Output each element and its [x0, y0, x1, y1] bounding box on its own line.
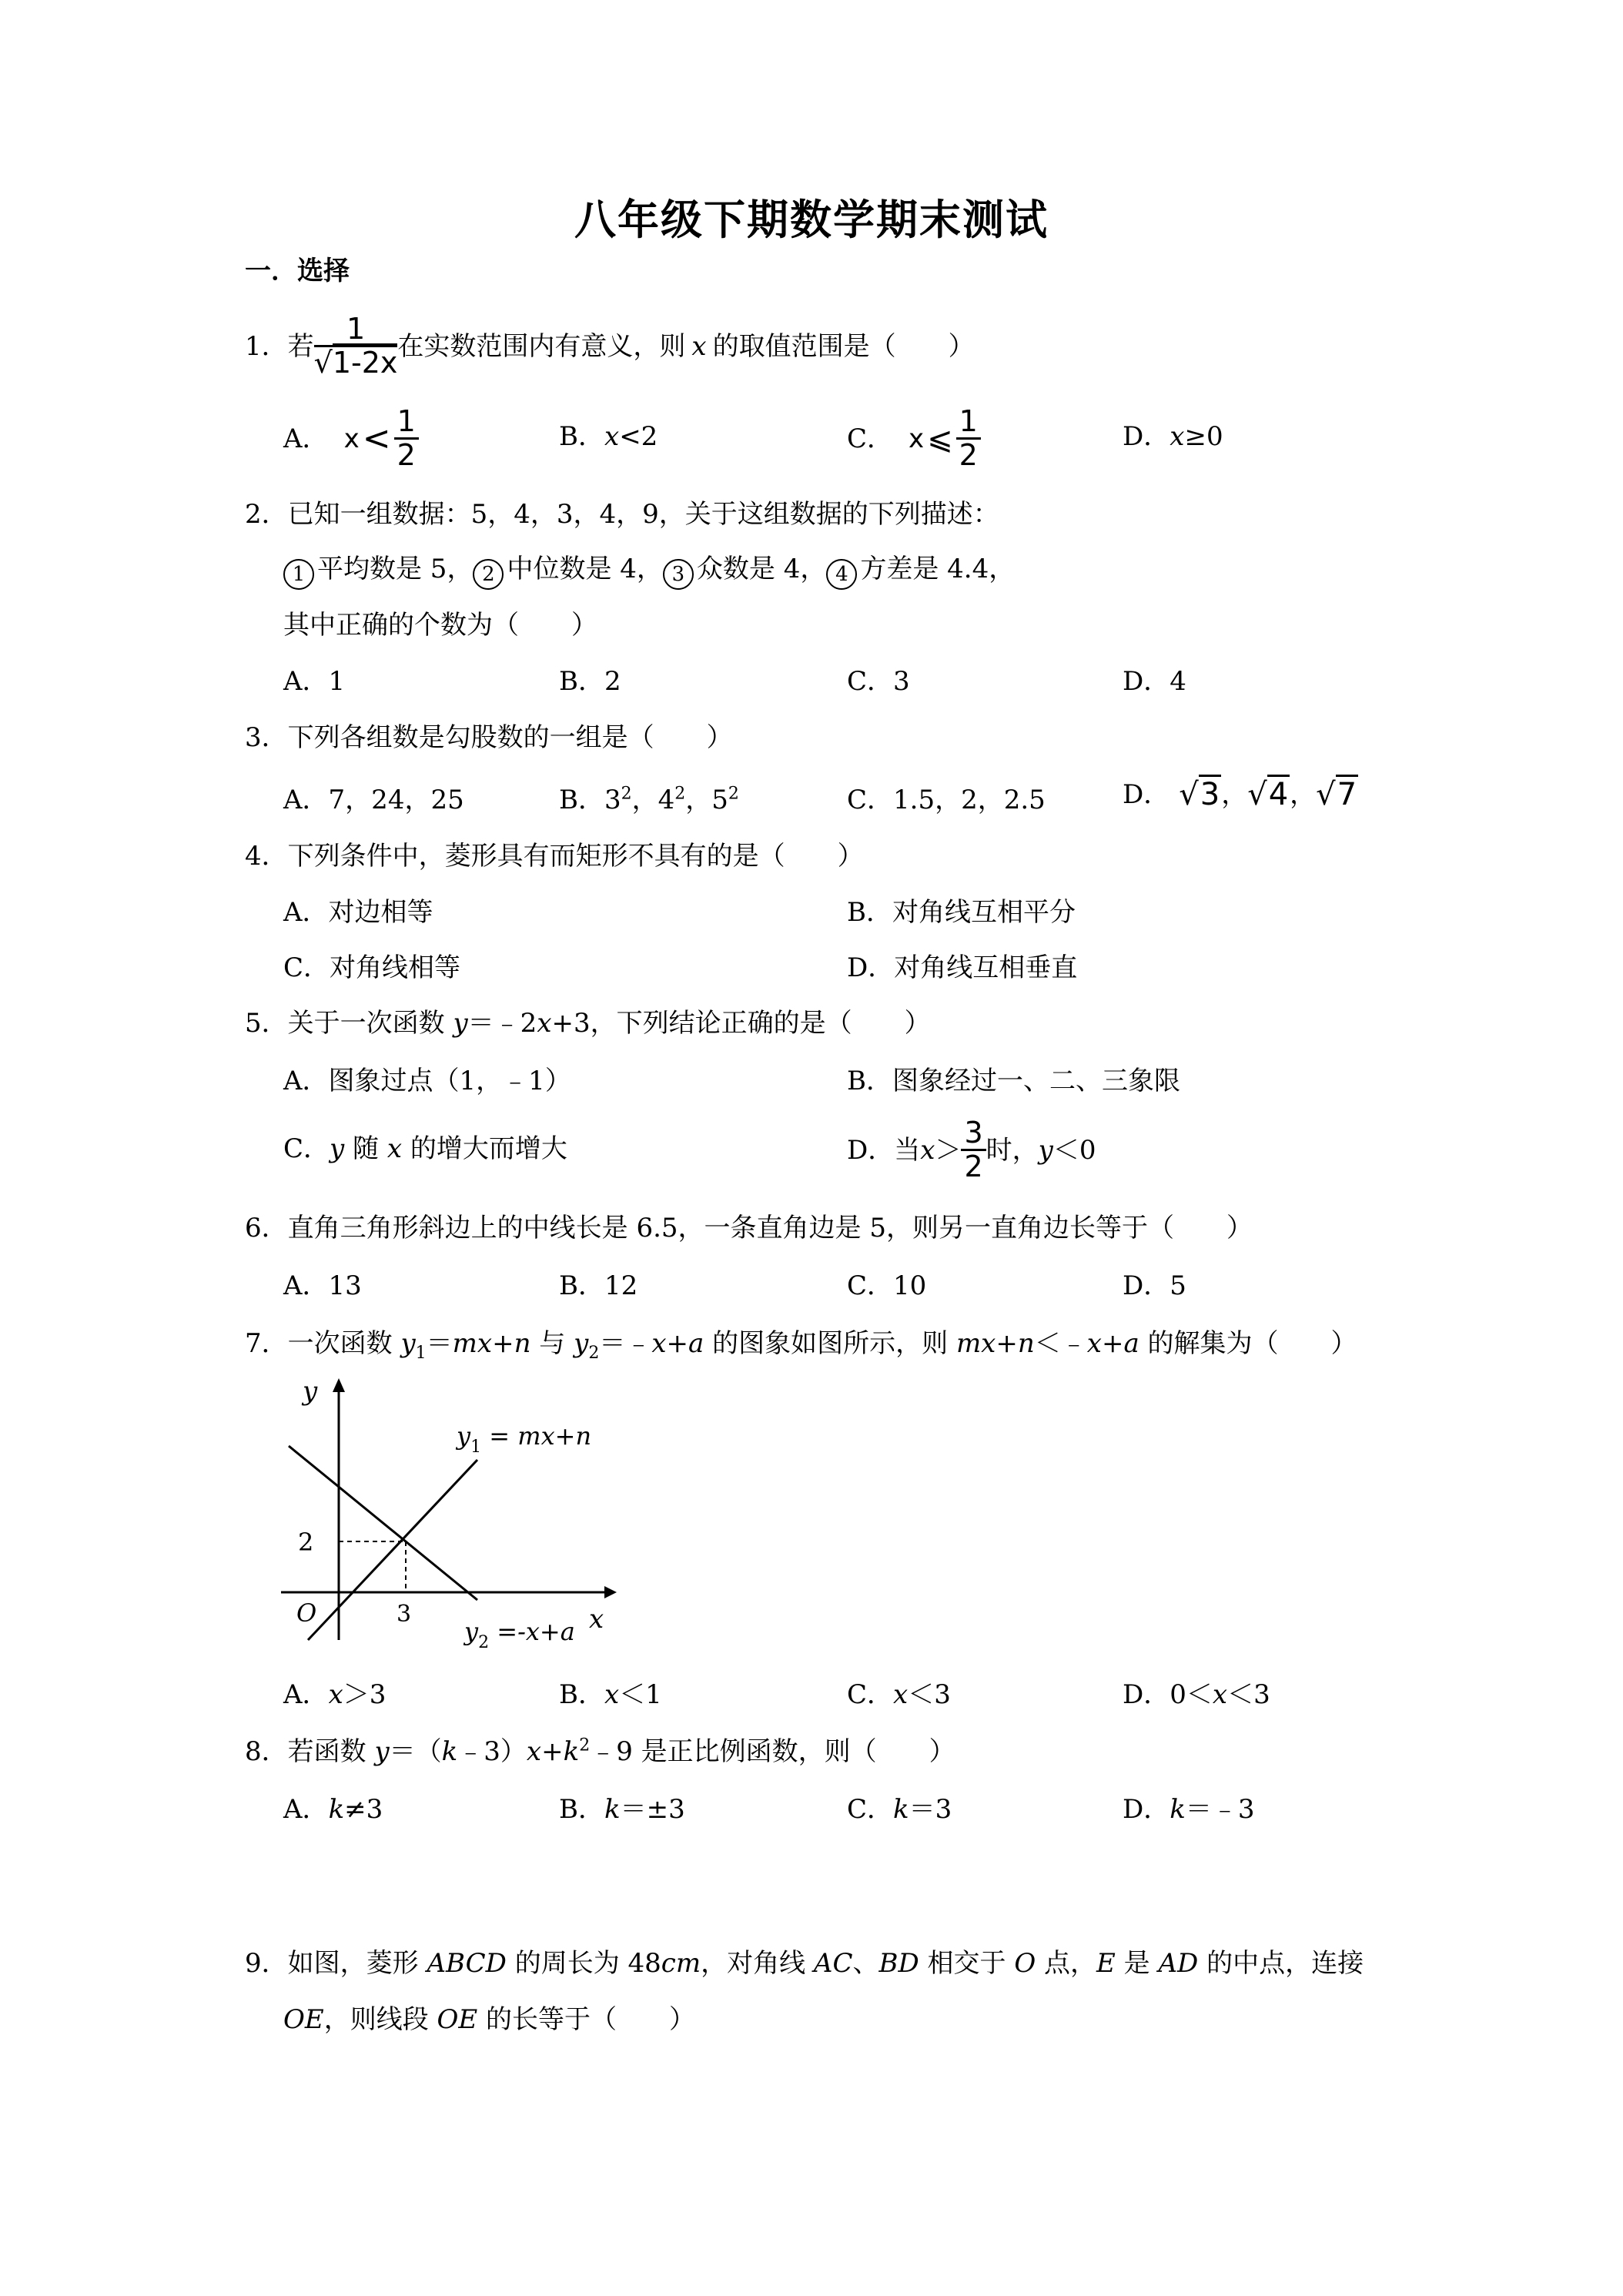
q7-x2: x — [1086, 1328, 1102, 1359]
graph-label-y1-rest: = mx+n — [481, 1421, 592, 1451]
y-axis-arrow — [333, 1378, 345, 1392]
graph-y-axis-label: y — [303, 1376, 318, 1407]
q5-d-mid: 时， — [986, 1135, 1039, 1166]
q5-d-y: y — [1038, 1135, 1053, 1166]
q1-c-num: 1 — [956, 407, 981, 440]
q2-circle-4: 4 — [826, 559, 857, 590]
q3-d-sep2: ， — [1290, 779, 1317, 810]
graph-label-y2-sub: 2 — [478, 1633, 490, 1652]
q4-option-d[interactable]: D．对角线互相垂直 — [847, 952, 1078, 983]
q2-statement-2: 中位数是 4， — [507, 554, 663, 584]
q6-option-d[interactable]: D．5 — [1123, 1270, 1186, 1301]
q9-o: O — [1014, 1948, 1036, 1979]
q7-mx2: mx — [955, 1328, 996, 1359]
q3-b-base3: 5 — [711, 785, 728, 815]
question-2-stem: 2．已知一组数据：5，4，3，4，9，关于这组数据的下列描述： — [245, 499, 999, 530]
q7-eq1: ＝ — [426, 1328, 453, 1359]
q8-b-label: B． — [559, 1794, 604, 1825]
q8-option-a[interactable] — [283, 1794, 383, 1825]
q8-pre: 8．若函数 — [245, 1736, 375, 1767]
q8-x: x — [526, 1736, 542, 1767]
q1-d-var: x — [1170, 421, 1185, 452]
q7-option-c[interactable] — [847, 1679, 951, 1710]
q5-c-y: y — [330, 1133, 345, 1164]
q3-b-base1: 3 — [604, 785, 621, 815]
q2-option-a[interactable]: A．1 — [283, 666, 346, 697]
q1-fraction-numerator: 1 — [314, 314, 398, 347]
graph-label-y2-rest: =-x+a — [489, 1617, 575, 1646]
question-9-stem-line1 — [245, 1948, 1364, 1979]
q1-option-d[interactable] — [1123, 423, 1223, 450]
q7-mid: 的图象如图所示，则 — [704, 1328, 956, 1359]
q3-b-sep2: ， — [685, 785, 712, 815]
q5-d-num: 3 — [961, 1118, 986, 1151]
q8-plus: + — [541, 1736, 564, 1767]
question-5-stem — [245, 1008, 931, 1039]
graph-tick-x: 3 — [397, 1601, 412, 1628]
q2-option-b[interactable]: B．2 — [559, 666, 621, 697]
q5-d-end: ＜0 — [1052, 1135, 1096, 1166]
q1-fraction — [314, 314, 398, 380]
q8-a-k: k — [328, 1794, 345, 1825]
q8-option-b[interactable] — [559, 1794, 685, 1825]
q7-a-x: x — [328, 1679, 343, 1710]
q3-option-a[interactable]: A．7，24，25 — [283, 785, 464, 815]
graph-label-y1-sub: 1 — [470, 1438, 482, 1457]
q1-c-var: x — [909, 423, 925, 455]
graph-label-y1 — [455, 1421, 591, 1457]
q8-d-rest: ＝﹣3 — [1185, 1794, 1255, 1825]
q6-option-c[interactable]: C．10 — [847, 1270, 927, 1301]
q1-b-label: B． — [559, 421, 604, 452]
q1-option-a[interactable] — [283, 404, 419, 472]
q3-d-sqrt3: √7 — [1316, 779, 1358, 810]
q7-lt: ＜﹣ — [1034, 1328, 1087, 1359]
q7-tail: 的解集为（ ） — [1139, 1328, 1357, 1359]
q9-p2: ，对角线 — [701, 1948, 814, 1979]
q7-d-label: D．0＜ — [1123, 1679, 1213, 1710]
q6-option-a[interactable]: A．13 — [283, 1270, 362, 1301]
q3-d-rad3: 7 — [1336, 775, 1358, 812]
q7-sub2: 2 — [588, 1343, 600, 1363]
q9-e: E — [1096, 1948, 1116, 1979]
q7-c-label: C． — [847, 1679, 894, 1710]
q2-statements — [283, 556, 1015, 590]
question-1-stem — [245, 314, 975, 380]
q9-pre: 9．如图，菱形 — [245, 1948, 427, 1979]
graph-label-y1-var: y — [457, 1421, 471, 1451]
graph-x-axis-label: x — [589, 1604, 604, 1635]
question-3-stem: 3．下列各组数是勾股数的一组是（ ） — [245, 722, 733, 753]
q7-n: n — [514, 1328, 531, 1359]
q8-square: 2 — [579, 1735, 591, 1755]
q8-b-k: k — [604, 1794, 621, 1825]
q1-fraction-denominator: √1-2x — [314, 347, 398, 380]
q4-option-b[interactable]: B．对角线互相平分 — [847, 897, 1076, 928]
q1-a-num: 1 — [394, 407, 419, 440]
q5-c-mid: 随 — [344, 1133, 387, 1164]
q9-cm: cm — [661, 1948, 701, 1979]
line-y1 — [308, 1460, 477, 1640]
q1-tail: 的取值范围是（ ） — [712, 331, 975, 363]
q9-oe1: OE — [283, 2004, 324, 2035]
q1-option-b[interactable] — [559, 423, 658, 450]
q8-k1: k — [441, 1736, 458, 1767]
question-4-stem: 4．下列条件中，菱形具有而矩形不具有的是（ ） — [245, 841, 864, 872]
q7-a-label: A． — [283, 1679, 329, 1710]
q7-plus1: + — [492, 1328, 514, 1359]
q3-d-sep1: ， — [1221, 779, 1248, 810]
q7-a1: a — [688, 1328, 704, 1359]
q5-option-d[interactable] — [847, 1118, 1096, 1183]
q8-c-rest: ＝3 — [909, 1794, 952, 1825]
q7-b-x: x — [604, 1679, 620, 1710]
q1-option-c[interactable] — [847, 404, 981, 472]
q3-b-sep1: ， — [631, 785, 658, 815]
q7-and: 与 — [530, 1328, 574, 1359]
q2-statement-1: 平均数是 5， — [317, 554, 474, 584]
q3-option-c[interactable]: C．1.5，2，2.5 — [847, 785, 1046, 815]
q4-option-c[interactable]: C．对角线相等 — [283, 952, 461, 983]
q7-a2: a — [1123, 1328, 1139, 1359]
q2-option-d[interactable]: D．4 — [1123, 666, 1186, 697]
q8-eq: ＝（ — [389, 1736, 442, 1767]
q2-circle-2: 2 — [473, 559, 504, 590]
q5-fn-mid: ＝﹣2 — [467, 1008, 537, 1039]
q2-circle-3: 3 — [663, 559, 694, 590]
q5-fn-end: +3，下列结论正确的是（ ） — [551, 1008, 931, 1039]
page-title: 八年级下期数学期末测试 — [574, 195, 1049, 244]
q2-option-c[interactable]: C．3 — [847, 666, 910, 697]
q5-option-c[interactable] — [283, 1133, 567, 1164]
q7-c-x: x — [893, 1679, 909, 1710]
q8-c-k: k — [893, 1794, 909, 1825]
q5-d-rel: ＞ — [935, 1135, 962, 1166]
q3-d-rad1: 3 — [1199, 775, 1221, 812]
q7-sub1: 1 — [415, 1343, 427, 1363]
q8-a-label: A． — [283, 1794, 329, 1825]
q3-d-rad2: 4 — [1267, 775, 1290, 812]
q3-d-sqrt1: √3 — [1179, 779, 1221, 810]
q9-bd: BD — [878, 1948, 919, 1979]
q7-eq2: ＝﹣ — [599, 1328, 652, 1359]
question-7-stem — [245, 1328, 1357, 1363]
q1-a-fraction — [394, 404, 419, 472]
q9-p7: 的中点，连接 — [1198, 1948, 1364, 1979]
question-8-stem — [245, 1735, 955, 1767]
q3-b-exp1: 2 — [621, 784, 632, 804]
q1-c-den: 2 — [959, 437, 978, 472]
graph-label-y2-var: y — [464, 1617, 479, 1646]
q3-b-label: B． — [559, 785, 604, 815]
graph-tick-y: 2 — [298, 1528, 314, 1557]
q7-a-rest: ＞3 — [343, 1679, 387, 1710]
q5-fn-x: x — [537, 1008, 552, 1039]
q2-circle-1: 1 — [283, 559, 314, 590]
q9-ad: AD — [1158, 1948, 1199, 1979]
q3-option-b[interactable] — [559, 784, 739, 815]
q9-p3: 、 — [852, 1948, 879, 1979]
q8-b-rest: ＝±3 — [620, 1794, 685, 1825]
q3-b-exp3: 2 — [728, 784, 739, 804]
q7-x1: x — [651, 1328, 667, 1359]
question-9-stem-line2 — [283, 2006, 695, 2033]
q1-post: 在实数范围内有意义，则 — [397, 331, 686, 363]
q1-c-fraction — [956, 404, 981, 472]
q5-option-a[interactable]: A．图象过点（1，﹣1） — [283, 1066, 571, 1096]
q9-p4: 相交于 — [919, 1948, 1015, 1979]
q1-a-label: A． — [283, 423, 329, 455]
q9-p5: 点， — [1036, 1948, 1097, 1979]
q1-a-rel: < — [362, 419, 391, 459]
q7-y1: y — [400, 1328, 416, 1359]
q1-c-rel: ⩽ — [927, 421, 953, 457]
graph-origin-label: O — [296, 1598, 317, 1628]
q5-c-end: 的增大而增大 — [402, 1133, 567, 1164]
q9-p1: 的周长为 48 — [506, 1948, 661, 1979]
q1-d-label: D． — [1123, 421, 1170, 452]
q7-plus3: + — [996, 1328, 1018, 1359]
q9-p8: ，则线段 — [323, 2004, 437, 2035]
q1-c-label: C． — [847, 423, 894, 455]
q1-a-var: x — [343, 423, 360, 455]
line-y2 — [289, 1446, 477, 1600]
q1-b-var: x — [604, 421, 620, 452]
q1-var: x — [691, 331, 707, 363]
q7-plus4: + — [1101, 1328, 1124, 1359]
graph-label-y2 — [463, 1617, 575, 1652]
q8-option-c[interactable] — [847, 1794, 952, 1825]
q1-d-rest: ≥0 — [1184, 421, 1223, 452]
q7-mx: mx — [452, 1328, 493, 1359]
q3-b-exp2: 2 — [674, 784, 686, 804]
q8-option-d[interactable] — [1123, 1794, 1255, 1825]
q9-p9: 的长等于（ ） — [477, 2004, 696, 2035]
q8-k2: k — [563, 1736, 580, 1767]
q5-d-den: 2 — [964, 1149, 983, 1183]
q1-b-rest: <2 — [619, 421, 658, 452]
q5-c-label: C． — [283, 1133, 330, 1164]
q3-d-label: D． — [1123, 779, 1170, 810]
q4-option-a[interactable]: A．对边相等 — [283, 897, 433, 928]
q5-d-x: x — [920, 1135, 935, 1166]
q1-a-den: 2 — [397, 437, 416, 472]
q7-d-x: x — [1212, 1679, 1228, 1710]
q7-graph — [273, 1369, 635, 1654]
q9-ac: AC — [813, 1948, 853, 1979]
q5-d-fraction — [961, 1118, 986, 1183]
q8-d-label: D． — [1123, 1794, 1170, 1825]
q3-d-sqrt2: √4 — [1247, 779, 1290, 810]
q7-b-rest: ＜1 — [619, 1679, 662, 1710]
q8-y: y — [374, 1736, 390, 1767]
q7-d-rest: ＜3 — [1227, 1679, 1270, 1710]
question-6-stem: 6．直角三角形斜边上的中线长是 6.5，一条直角边是 5，则另一直角边长等于（ ） — [245, 1213, 1253, 1243]
q7-pre: 7．一次函数 — [245, 1328, 401, 1359]
q7-plus2: + — [666, 1328, 689, 1359]
q9-oe2: OE — [437, 2004, 478, 2035]
q5-option-b[interactable]: B．图象经过一、二、三象限 — [847, 1066, 1180, 1096]
section-heading: 一．选择 — [245, 256, 350, 286]
q7-option-d[interactable] — [1123, 1679, 1270, 1710]
q9-abcd: ABCD — [427, 1948, 507, 1979]
q8-a-rest: ≠3 — [344, 1794, 383, 1825]
q7-option-b[interactable] — [559, 1679, 662, 1710]
q8-rest: ﹣9 是正比例函数，则（ ） — [590, 1736, 955, 1767]
q7-y2: y — [574, 1328, 589, 1359]
q2-question: 其中正确的个数为（ ） — [283, 610, 597, 641]
q7-option-a[interactable] — [283, 1679, 387, 1710]
q7-n2: n — [1017, 1328, 1035, 1359]
q7-c-rest: ＜3 — [908, 1679, 951, 1710]
q8-d-k: k — [1170, 1794, 1186, 1825]
q5-fn-y: y — [453, 1008, 468, 1039]
q8-c-label: C． — [847, 1794, 894, 1825]
q1-pre: 若 — [287, 331, 314, 363]
q1-number: 1． — [245, 331, 288, 363]
q2-statement-4: 方差是 4.4， — [860, 554, 1016, 584]
q9-p6: 是 — [1115, 1948, 1159, 1979]
x-axis-arrow — [604, 1586, 617, 1598]
q1-radicand: 1-2x — [333, 343, 398, 380]
q5-d-label: D．当 — [847, 1135, 921, 1166]
q3-option-d[interactable] — [1123, 779, 1358, 810]
q3-b-base2: 4 — [658, 785, 675, 815]
q5-pre: 5．关于一次函数 — [245, 1008, 453, 1039]
q7-b-label: B． — [559, 1679, 604, 1710]
q8-m3: ﹣3） — [457, 1736, 527, 1767]
q2-statement-3: 众数是 4， — [696, 554, 827, 584]
q6-option-b[interactable]: B．12 — [559, 1270, 638, 1301]
q5-c-x: x — [387, 1133, 403, 1164]
